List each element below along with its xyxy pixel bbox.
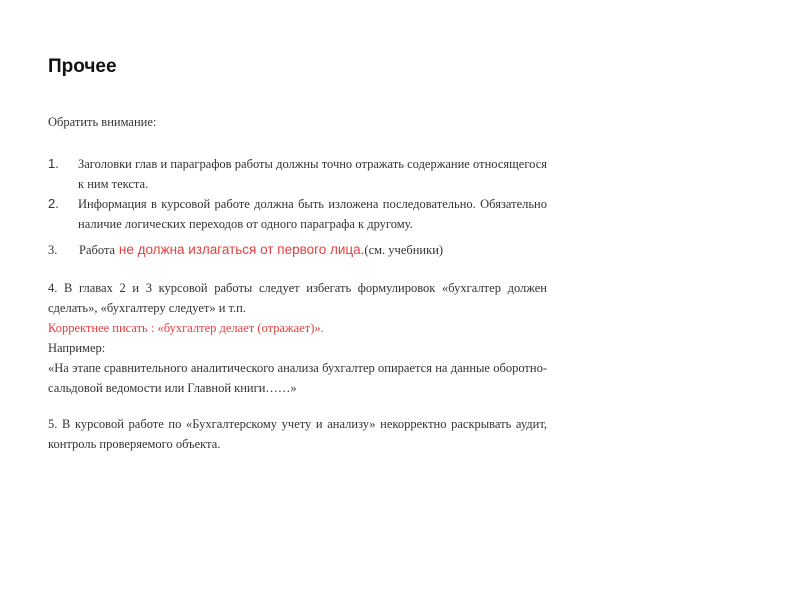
list-number: 3. bbox=[48, 243, 58, 257]
list-item-3 bbox=[48, 240, 547, 260]
list-item-text: Заголовки глав и параграфов работы должны точно отражать содержание относящегося к ним текста. bbox=[78, 157, 547, 191]
list-item-text bbox=[79, 240, 443, 260]
item3-prefix: Работа bbox=[79, 243, 116, 257]
spacer bbox=[48, 398, 547, 414]
intro-text: Обратить внимание: bbox=[48, 115, 157, 129]
item5-paragraph: 5. В курсовой работе по «Бухгалтерскому учету и анализу» некорректно раскрывать аудит, контроль проверяемого объекта. bbox=[48, 417, 547, 451]
list-number: 1. bbox=[48, 156, 59, 171]
correct-usage-note: Корректнее писать : «бухгалтер делает (отражает)». bbox=[48, 321, 324, 335]
list-item bbox=[48, 154, 547, 194]
item4-paragraph: 4. В главах 2 и 3 курсовой работы следует избегать формулировок «бухгалтер должен сделать», «бухгалтеру следует» и т.п. bbox=[48, 281, 547, 315]
example-label: Например: bbox=[48, 341, 106, 355]
list-number: 2. bbox=[48, 196, 59, 211]
item3-suffix: (см. учебники) bbox=[364, 243, 444, 257]
list-item bbox=[48, 194, 547, 234]
slide-body bbox=[48, 112, 547, 454]
slide-title: Прочее bbox=[48, 56, 117, 77]
list-item-text: Информация в курсовой работе должна быть изложена последовательно. Обязательно наличие логических переходов от одного параграфа к другому. bbox=[78, 197, 547, 231]
item3-highlight: не должна излагаться от первого лица. bbox=[115, 242, 365, 257]
example-quote: «На этапе сравнительного аналитического анализа бухгалтер опирается на данные оборотно-сальдовой ведомости или Главной книги……» bbox=[48, 361, 547, 395]
